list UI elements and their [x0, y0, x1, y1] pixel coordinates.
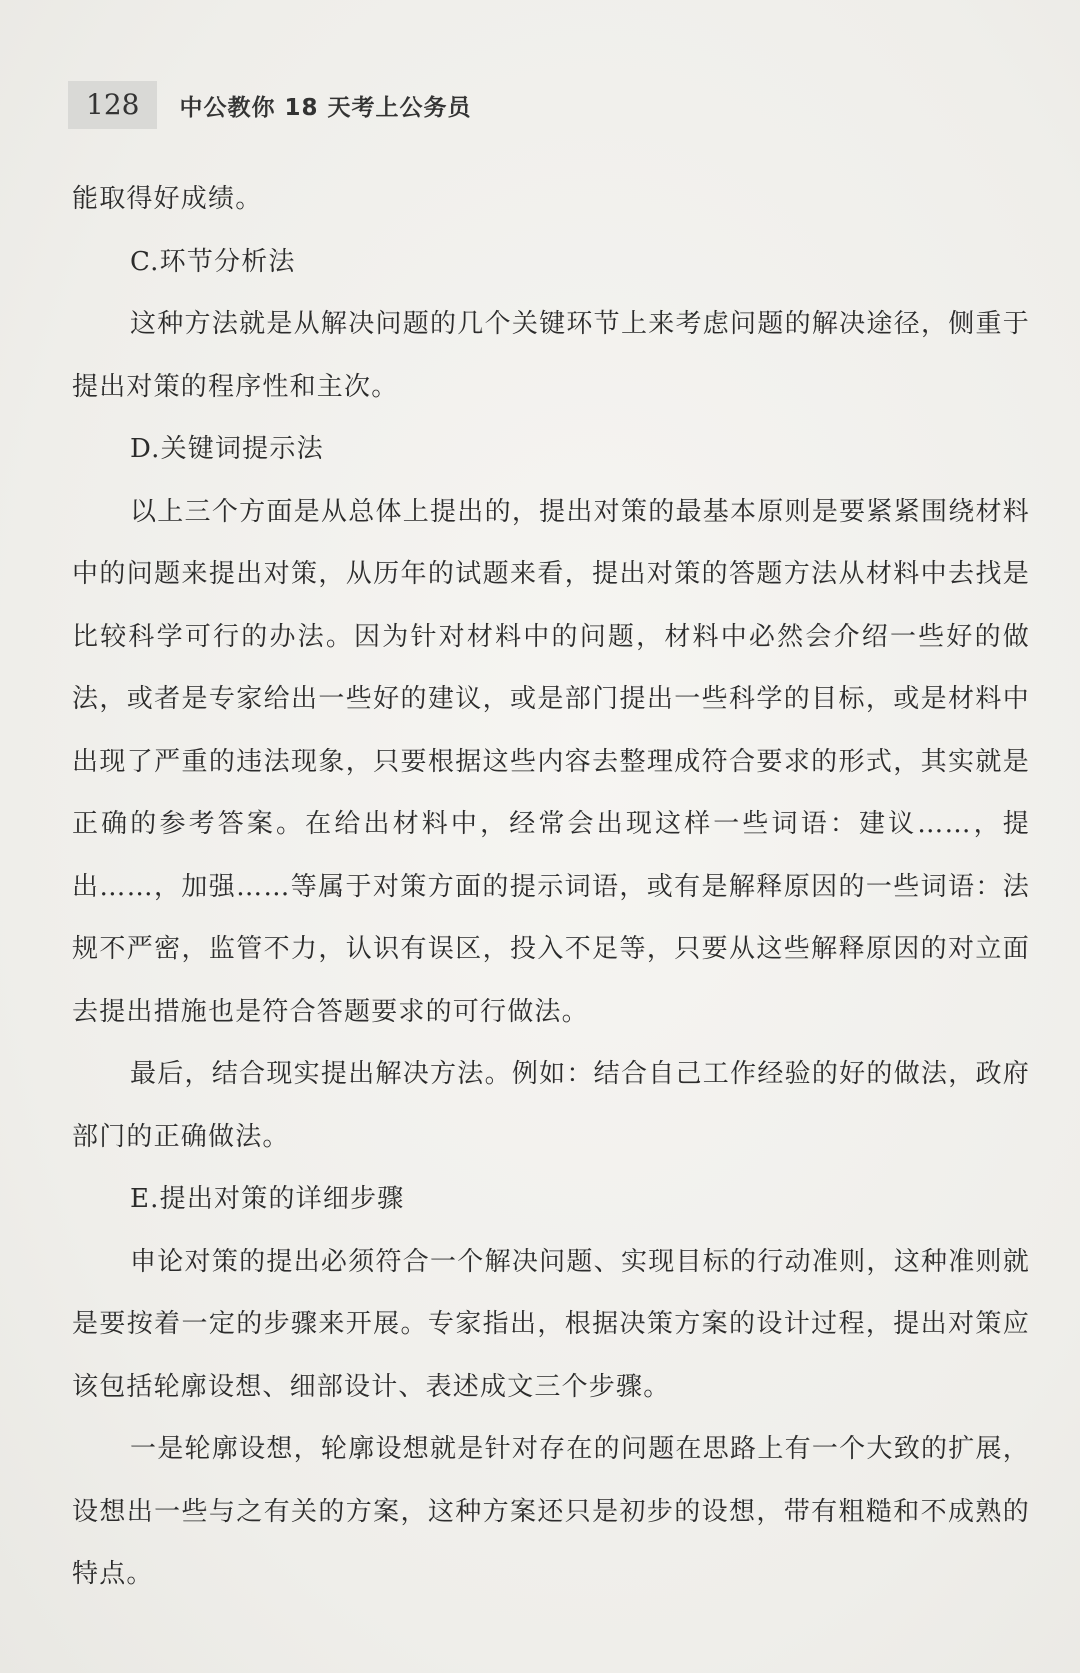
- paragraph-continuation: 能取得好成绩。: [72, 184, 263, 214]
- page-number: 128: [68, 81, 157, 129]
- page-header: [68, 80, 471, 130]
- section-heading-d: D.关键词提示法: [130, 434, 324, 464]
- paragraph-step-one: 一是轮廓设想，轮廓设想就是针对存在的问题在思路上有一个大致的扩展，设想出一些与之有关的方案，这种方案还只是初步的设想，带有粗糙和不成熟的特点。: [72, 1434, 1030, 1589]
- paragraph-d-body: 以上三个方面是从总体上提出的，提出对策的最基本原则是要紧紧围绕材料中的问题来提出对策，从历年的试题来看，提出对策的答题方法从材料中去找是比较科学可行的办法。因为针对材料中的问题，材料中必然会介绍一些好的做法，或者是专家给出一些好的建议，或是部门提出一些科学的目标，或是材料中出现了严重的违法现象，只要根据这些内容去整理成符合要求的形式，其实就是正确的参考答案。在给出材料中，经常会出现这样一些词语：建议……，提出……，加强……等属于对策方面的提示词语，或有是解释原因的一些词语：法规不严密，监管不力，认识有误区，投入不足等，只要从这些解释原因的对立面去提出措施也是符合答题要求的可行做法。: [72, 496, 1030, 1027]
- paragraph-c-body: 这种方法就是从解决问题的几个关键环节上来考虑问题的解决途径，侧重于提出对策的程序性和主次。: [72, 309, 1030, 402]
- section-heading-e: E.提出对策的详细步骤: [130, 1184, 405, 1214]
- book-title: 中公教你 18 天考上公务员: [179, 94, 472, 121]
- paragraph-e-body: 申论对策的提出必须符合一个解决问题、实现目标的行动准则，这种准则就是要按着一定的步骤来开展。专家指出，根据决策方案的设计过程，提出对策应该包括轮廓设想、细部设计、表述成文三个步骤。: [72, 1246, 1030, 1402]
- paragraph-finally: 最后，结合现实提出解决方法。例如：结合自己工作经验的好的做法，政府部门的正确做法。: [72, 1059, 1030, 1152]
- body-text: [72, 168, 1030, 1606]
- section-heading-c: C.环节分析法: [130, 246, 296, 277]
